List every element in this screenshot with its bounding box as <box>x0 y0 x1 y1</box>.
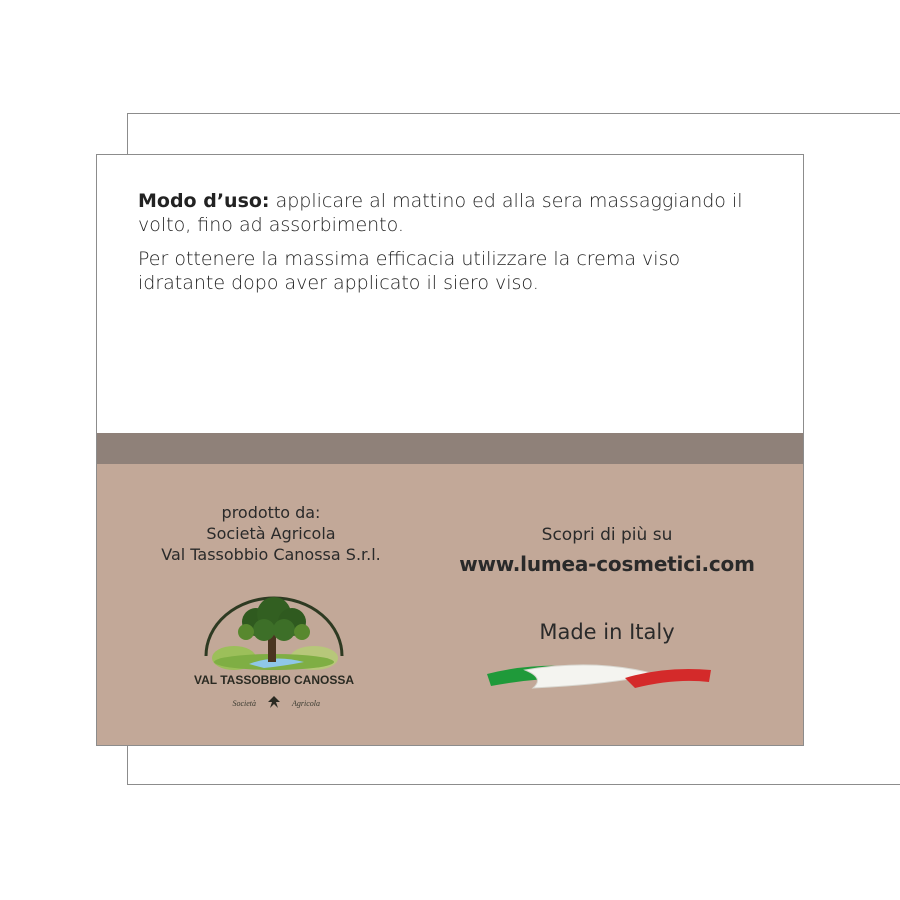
producer-line-3: Val Tassobbio Canossa S.r.l. <box>161 545 381 564</box>
usage-paragraph <box>138 189 768 237</box>
logo-subtitle-left: Società <box>232 699 256 708</box>
made-in-italy-text: Made in Italy <box>539 620 675 644</box>
website-info <box>447 524 767 646</box>
usage-tip: Per ottenere la massima efficacia utilizzare la crema viso idratante dopo aver applicato il siero viso. <box>138 248 681 294</box>
logo-title: VAL TASSOBBIO CANOSSA <box>194 673 354 687</box>
product-label-card <box>96 154 804 746</box>
producer-line-2: Società Agricola <box>206 524 336 543</box>
usage-label: Modo d’uso: <box>138 190 270 212</box>
producer-line-1: prodotto da: <box>221 503 321 522</box>
info-panel <box>97 464 803 746</box>
logo-subtitle-right: Agricola <box>292 699 320 708</box>
producer-info <box>137 502 405 565</box>
website-link[interactable]: www.lumea-cosmetici.com <box>459 552 755 576</box>
val-tassobbio-logo <box>194 584 354 714</box>
tree-logo-icon <box>194 584 354 714</box>
divider-stripe <box>97 433 803 464</box>
usage-instructions <box>138 189 768 305</box>
usage-text: applicare al mattino ed alla sera massaggiando il volto, fino ad assorbimento. <box>138 190 743 236</box>
italian-flag-ribbon-icon <box>485 660 715 694</box>
discover-text: Scopri di più su <box>541 525 673 545</box>
